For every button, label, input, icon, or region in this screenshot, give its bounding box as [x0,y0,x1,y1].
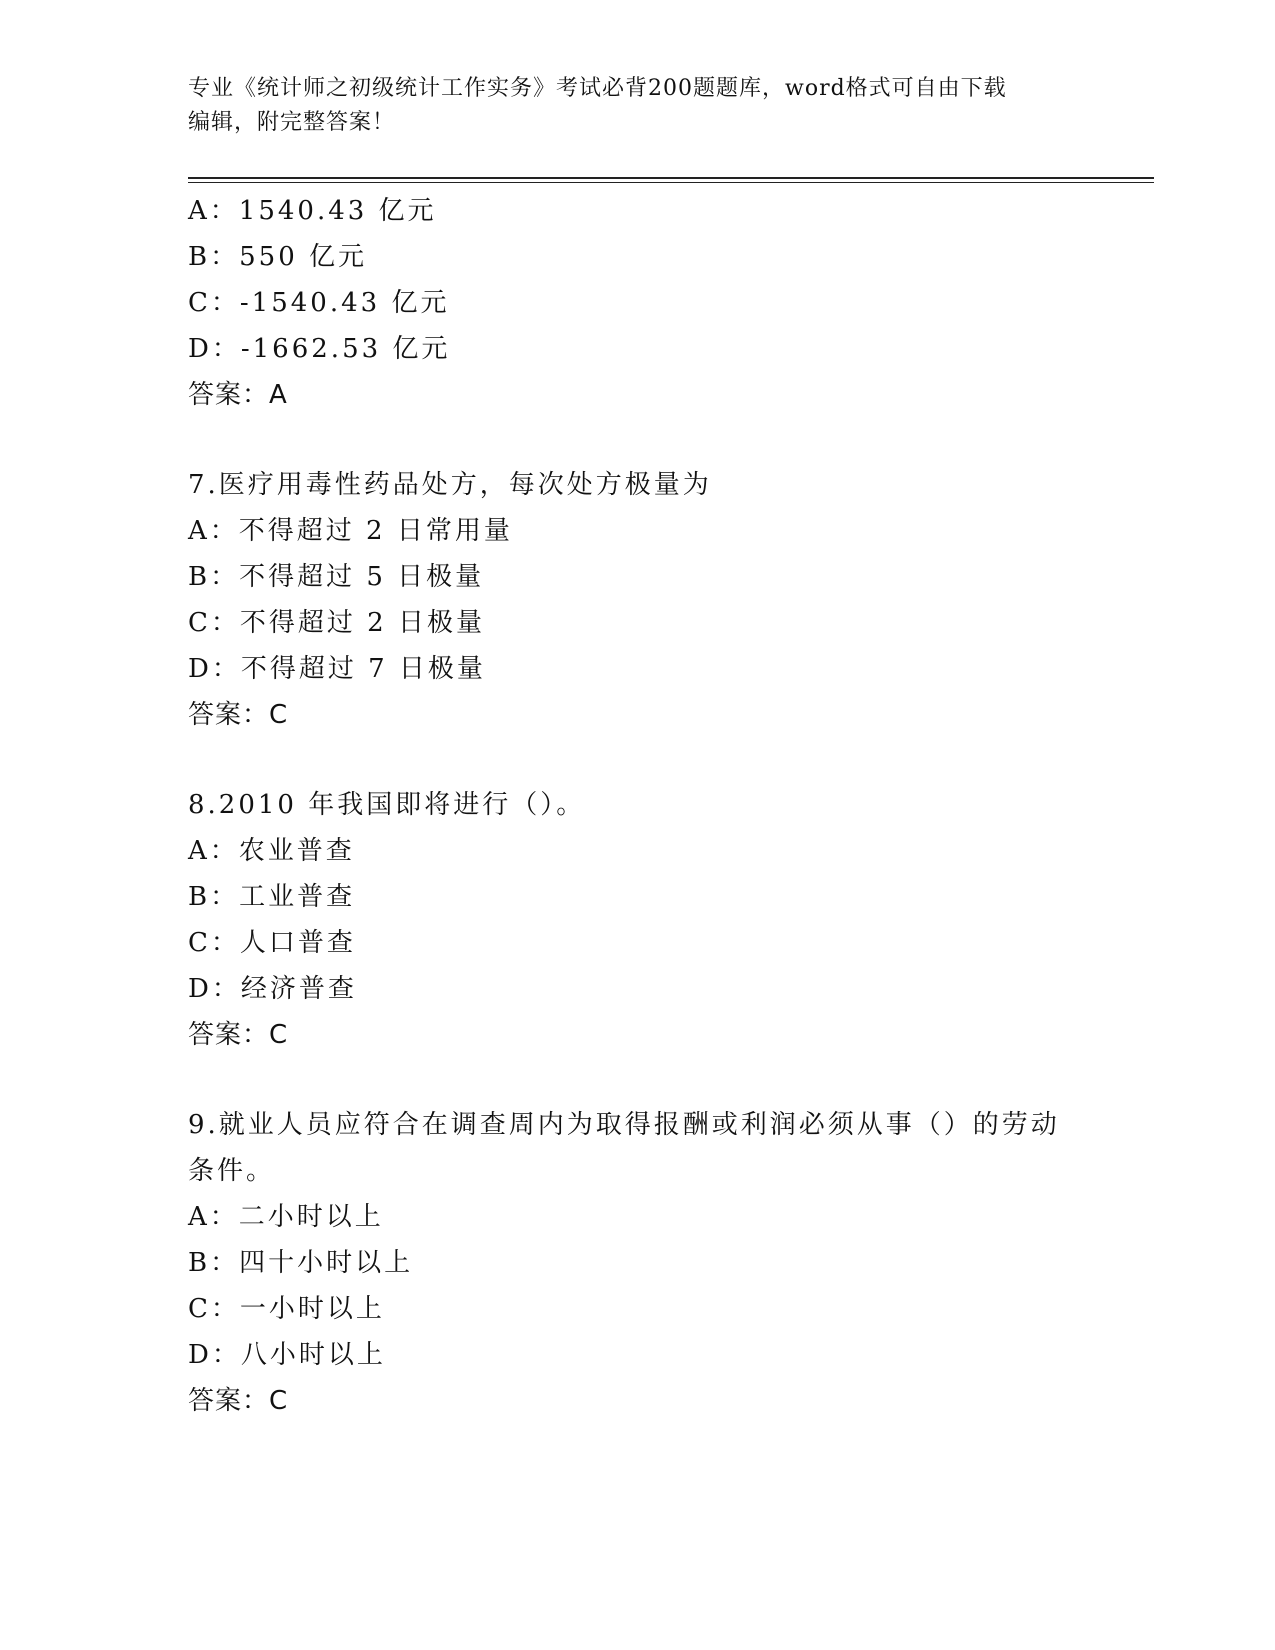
header-divider-thin [188,182,1154,183]
question-9 [188,1102,1088,1424]
answer-line: 答案：C [188,700,289,730]
option-b: B：工业普查 [188,882,356,912]
option-b: B：四十小时以上 [188,1248,414,1278]
header-divider-thick [188,177,1154,179]
option-c: C：一小时以上 [188,1294,385,1324]
document-header [188,72,1068,140]
question-spacer [188,418,1088,462]
option-d: D：-1662.53 亿元 [188,334,451,364]
option-c: C：不得超过 2 日极量 [188,608,485,638]
question-list [188,188,1088,1424]
answer-line: 答案：C [188,1020,289,1050]
answer-line: 答案：A [188,380,288,410]
option-b: B：不得超过 5 日极量 [188,562,485,592]
option-d: D：八小时以上 [188,1340,386,1370]
option-d: D：经济普查 [188,974,357,1004]
option-c: C：人口普查 [188,928,356,958]
question-spacer [188,738,1088,782]
option-a: A：二小时以上 [188,1202,384,1232]
option-d: D：不得超过 7 日极量 [188,654,486,684]
question-stem: 8.2010 年我国即将进行（）。 [188,790,586,820]
option-a: A：农业普查 [188,836,355,866]
header-title-line-2: 编辑，附完整答案！ [188,110,396,135]
question-stem-line-1: 9.就业人员应符合在调查周内为取得报酬或利润必须从事（）的劳动 [188,1110,1060,1140]
question-6 [188,188,1088,418]
question-stem: 7.医疗用毒性药品处方，每次处方极量为 [188,470,712,500]
question-stem-line-2: 条件。 [188,1156,276,1186]
answer-line: 答案：C [188,1386,289,1416]
option-a: A：不得超过 2 日常用量 [188,516,513,546]
question-7 [188,462,1088,738]
question-spacer [188,1058,1088,1102]
option-b: B：550 亿元 [188,242,367,272]
question-8 [188,782,1088,1058]
header-title-line-1: 专业《统计师之初级统计工作实务》考试必背200题题库，word格式可自由下载 [188,76,1007,101]
option-a: A：1540.43 亿元 [188,196,437,226]
option-c: C：-1540.43 亿元 [188,288,450,318]
